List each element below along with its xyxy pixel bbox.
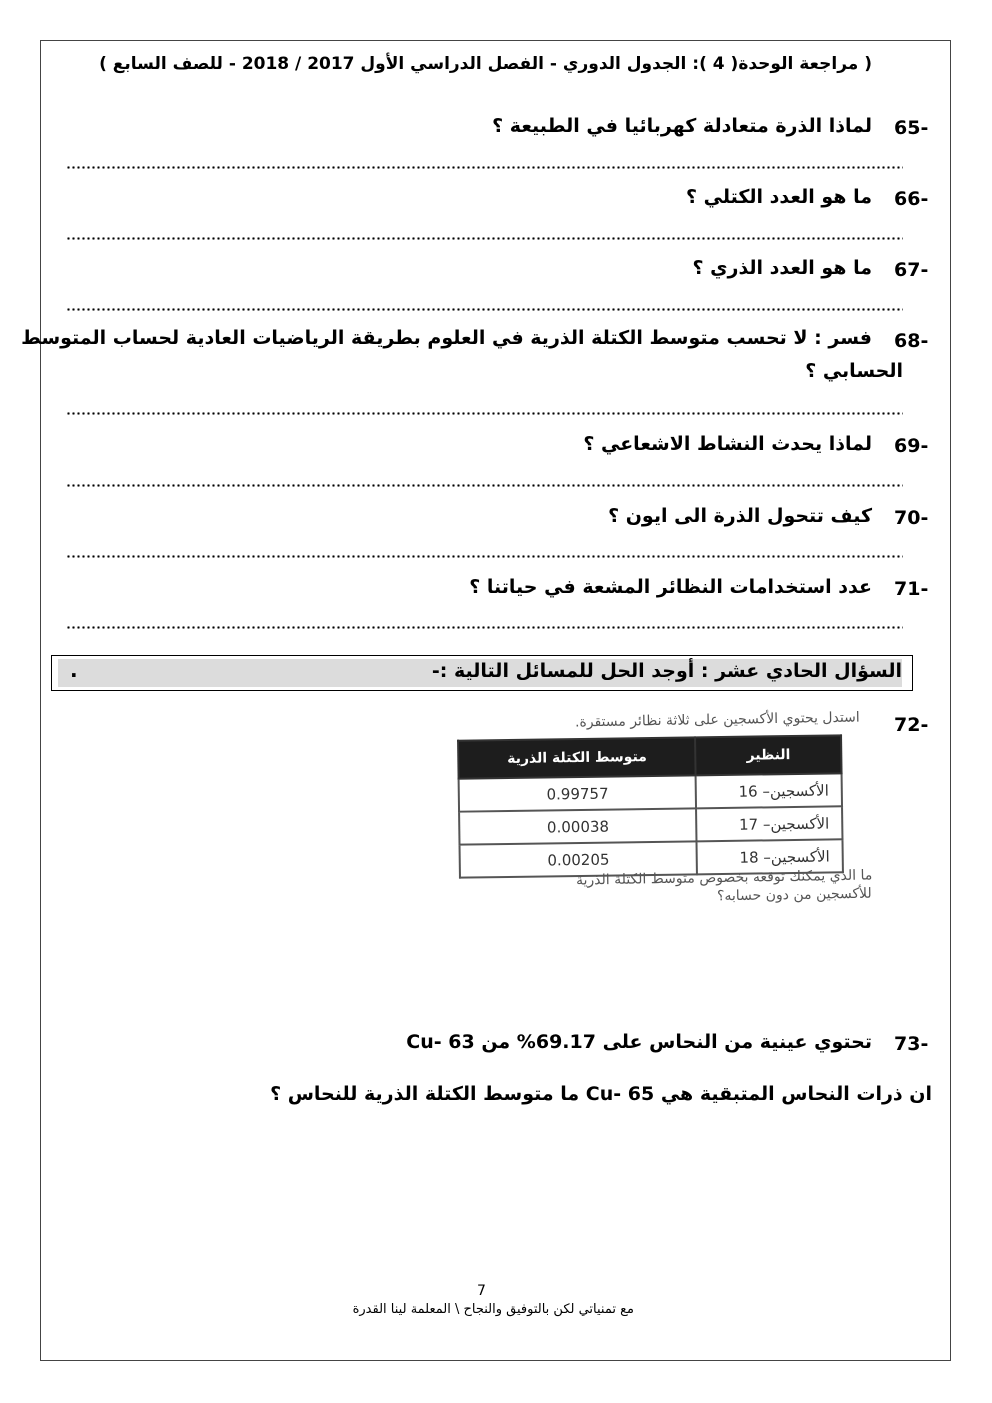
- question-text-line1: تحتوي عينية من النحاس على 69.17% من Cu- 63: [406, 1031, 872, 1053]
- answer-line[interactable]: [66, 484, 903, 487]
- question-text: لماذا الذرة متعادلة كهربائيا في الطبيعة ؟: [492, 115, 872, 137]
- excerpt-intro: استدل يحتوي الأكسجين على ثلاثة نظائر مستقرة.: [575, 709, 861, 731]
- question-number: 66-: [894, 188, 929, 210]
- section-heading: السؤال الحادي عشر : أوجد الحل للمسائل التالية :-: [431, 660, 902, 682]
- answer-line[interactable]: [66, 626, 903, 629]
- question-text: لماذا يحدث النشاط الاشعاعي ؟: [583, 433, 872, 455]
- question-text-line1: فسر : لا تحسب متوسط الكتلة الذرية في العلوم بطريقة الرياضيات العادية لحساب المتوسط: [21, 327, 872, 349]
- question-text: ما هو العدد الكتلي ؟: [686, 186, 872, 208]
- table-header-row: [458, 735, 841, 778]
- page-number: 7: [477, 1283, 486, 1299]
- question-number: 65-: [894, 117, 929, 139]
- answer-line[interactable]: [66, 555, 903, 558]
- answer-line[interactable]: [66, 308, 903, 311]
- table-row: [459, 806, 842, 844]
- question-text-line2: الحسابي ؟: [805, 360, 903, 382]
- average-mass-cell: 0.99757: [459, 775, 697, 811]
- section-heading-box: [51, 655, 913, 691]
- question-number: 69-: [894, 435, 929, 457]
- question-number: 67-: [894, 259, 929, 281]
- question-number: 70-: [894, 507, 929, 529]
- answer-line[interactable]: [66, 412, 903, 415]
- excerpt-question-line1: ما الذي يمكنك توقعه بخصوص متوسط الكتلة الذرية: [575, 867, 873, 889]
- isotope-cell: الأكسجين– 17: [696, 806, 842, 841]
- question-number: 71-: [894, 578, 929, 600]
- isotope-table: [457, 734, 844, 878]
- isotope-cell: الأكسجين– 18: [697, 839, 843, 874]
- question-number: 73-: [894, 1033, 929, 1055]
- column-header-isotope: النظير: [695, 735, 841, 775]
- page-header: ( مراجعة الوحدة( 4 ): الجدول الدوري - الفصل الدراسي الأول 2017 / 2018 - للصف السابع ): [99, 54, 872, 74]
- average-mass-cell: 0.00205: [460, 841, 698, 877]
- question-text-line2: ان ذرات النحاس المتبقية هي Cu- 65 ما متوسط الكتلة الذرية للنحاس ؟: [270, 1083, 932, 1105]
- question-number: 72-: [894, 714, 929, 736]
- answer-line[interactable]: [66, 166, 903, 169]
- footer-note: مع تمنياتي لكن بالتوفيق والنجاح \ المعلمة لينا القدرة: [352, 1302, 634, 1317]
- question-number: 68-: [894, 330, 929, 352]
- question-text: ما هو العدد الذري ؟: [692, 257, 872, 279]
- excerpt-question-line2: للأكسجين من دون حسابه؟: [717, 885, 873, 905]
- question-text: عدد استخدامات النظائر المشعة في حياتنا ؟: [469, 576, 872, 598]
- average-mass-cell: 0.00038: [459, 808, 697, 844]
- table-row: [459, 773, 842, 811]
- question-text: كيف تتحول الذرة الى ايون ؟: [608, 505, 872, 527]
- column-header-average-mass: متوسط الكتلة الذرية: [458, 737, 696, 778]
- section-trailing-dot: .: [70, 658, 78, 682]
- isotope-cell: الأكسجين– 16: [696, 773, 842, 808]
- scanned-textbook-excerpt: [430, 709, 873, 905]
- answer-line[interactable]: [66, 237, 903, 240]
